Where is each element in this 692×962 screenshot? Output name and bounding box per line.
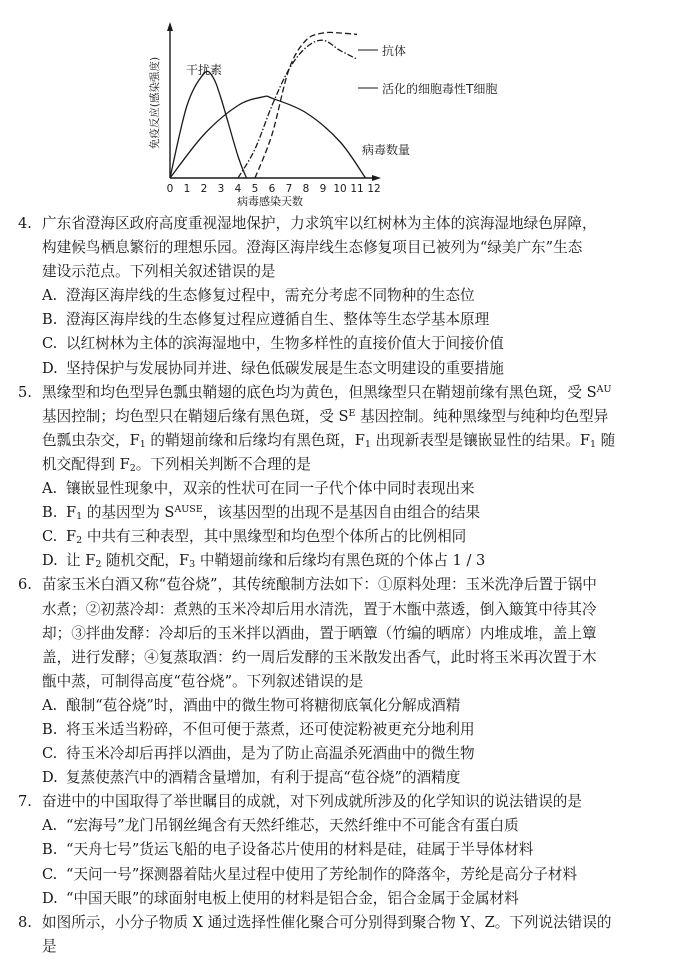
- series-antibody-line: [255, 32, 357, 178]
- option-text: 复蒸使蒸汽中的酒精含量增加，有利于提高“苞谷烧”的酒精度: [66, 769, 461, 787]
- question-text: 黑缘型和均色型异色瓢虫鞘翅的底色均为黄色，但黑缘型只在鞘翅前缘有黑色斑，受 S: [42, 383, 597, 401]
- question-text: 盖，进行发酵；④复蒸取酒：约一周后发酵的玉米散发出香气，此时将玉米再次置于木: [42, 648, 597, 666]
- option-letter: C.: [42, 335, 58, 353]
- question-number: 7.: [18, 793, 32, 811]
- question-text: 的鞘翅前缘和后缘均有黑色斑，F: [145, 431, 365, 449]
- option-text: “天舟七号”货运飞船的电子设备芯片使用的材料是硅，硅属于半导体材料: [66, 841, 534, 859]
- question-5-line-1: [18, 381, 678, 405]
- subscript: 2: [129, 462, 136, 474]
- option-letter: B.: [42, 311, 58, 329]
- option-letter: B.: [42, 841, 58, 859]
- x-tick-label: 5: [251, 183, 259, 195]
- option-text: “天问一号”探测器着陆火星过程中使用了芳纶制作的降落伞，芳纶是高分子材料: [66, 865, 578, 883]
- question-line: [18, 598, 678, 622]
- option-text: 镶嵌显性现象中，双亲的性状可在同一子代个体中同时表现出来: [66, 480, 475, 498]
- immune-response-chart: [140, 8, 560, 208]
- option-text: “宏海号”龙门吊钢丝绳含有天然纤维芯，天然纤维中不可能含有蛋白质: [66, 817, 519, 835]
- question-line: [18, 790, 678, 814]
- question-line: [18, 911, 678, 935]
- question-line: [18, 573, 678, 597]
- x-tick-label: 8: [302, 183, 310, 195]
- label-antibody: 抗体: [382, 44, 407, 58]
- question-8: [18, 911, 678, 959]
- superscript: E: [348, 407, 356, 419]
- question-line: [18, 212, 678, 236]
- label-tcell: 活化的细胞毒性T细胞: [382, 82, 498, 96]
- question-text: 基因控制；均色型只在鞘翅后缘有黑色斑，受 S: [42, 407, 349, 425]
- question-5-line-2: [18, 405, 678, 429]
- question-text: 基因控制。纯种黑缘型与纯种均色型异: [355, 407, 609, 425]
- series-virus-line: [170, 96, 366, 178]
- question-text: 奋进中的中国取得了举世瞩目的成就，对下列成就所涉及的化学知识的说法错误的是: [42, 793, 582, 811]
- option-d: [18, 549, 678, 573]
- x-tick-label: 3: [217, 183, 225, 195]
- question-text: 是: [42, 937, 57, 955]
- question-line: [18, 646, 678, 670]
- option-text: 中鞘翅前缘和后缘均有黑色斑的个体占 1 / 3: [195, 552, 486, 570]
- option: [18, 308, 678, 332]
- option-text: “中国天眼”的球面射电板上使用的材料是铝合金，铝合金属于金属材料: [66, 889, 519, 907]
- option-text: 随机交配，F: [101, 552, 190, 570]
- question-text: 出现新表型是镶嵌显性的结果。F: [370, 431, 590, 449]
- option: [18, 718, 678, 742]
- option-letter: C.: [42, 745, 58, 763]
- option-letter: C.: [42, 865, 58, 883]
- x-tick-label: 2: [200, 183, 208, 195]
- x-tick-label: 9: [319, 183, 327, 195]
- question-number: 6.: [18, 576, 32, 594]
- chart-curves: [170, 32, 366, 178]
- question-number: 5.: [18, 383, 32, 401]
- option: [18, 766, 678, 790]
- question-text: 如图所示，小分子物质 X 通过选择性催化聚合可分别得到聚合物 Y、Z。下列说法错误的: [42, 913, 612, 931]
- question-7: [18, 790, 678, 910]
- subscript: 1: [76, 511, 83, 523]
- option-text: 将玉米适当粉碎，不但可便于蒸煮，还可使淀粉被更充分地利用: [66, 720, 475, 738]
- question-line: [18, 260, 678, 284]
- option-a: [18, 477, 678, 501]
- option: [18, 814, 678, 838]
- y-axis-label: 免疫反应(感染强度): [149, 56, 161, 150]
- superscript: AU: [596, 383, 612, 395]
- label-interferon: 干扰素: [186, 63, 223, 77]
- option: [18, 284, 678, 308]
- question-line: [18, 236, 678, 260]
- x-tick-label: 7: [285, 183, 293, 195]
- option: [18, 332, 678, 356]
- question-text: 随: [596, 431, 616, 449]
- option: [18, 742, 678, 766]
- x-tick-label: 6: [268, 183, 276, 195]
- question-line: [18, 622, 678, 646]
- option-text: 待玉米冷却后再拌以酒曲，是为了防止高温杀死酒曲中的微生物: [66, 745, 475, 763]
- option-letter: A.: [42, 696, 58, 714]
- option-b: [18, 501, 678, 525]
- option-text: ，该基因型的出现不是基因自由组合的结果: [202, 504, 481, 522]
- subscript: 3: [189, 559, 196, 571]
- question-4: [18, 212, 678, 381]
- x-axis-arrow: [372, 175, 381, 181]
- x-tick-label: 11: [350, 183, 364, 195]
- question-line: [18, 670, 678, 694]
- option-letter: D.: [42, 552, 58, 570]
- question-number: 8.: [18, 913, 32, 931]
- option-letter: C.: [42, 528, 58, 546]
- option-text: 酿制“苞谷烧”时，酒曲中的微生物可将糖彻底氧化分解成酒精: [66, 696, 461, 714]
- subscript: 2: [95, 559, 102, 571]
- option-letter: B.: [42, 504, 58, 522]
- x-tick-label: 10: [333, 183, 347, 195]
- series-tcell-line: [238, 40, 357, 178]
- subscript: 2: [76, 535, 83, 547]
- question-number: 4.: [18, 215, 32, 232]
- x-tick-label: 4: [234, 183, 242, 195]
- option-letter: B.: [42, 720, 58, 738]
- option: [18, 887, 678, 911]
- subscript: 1: [364, 438, 371, 450]
- question-text: 构建候鸟栖息繁衍的理想乐园。澄海区海岸线生态修复项目已被列为“绿美广东”生态: [42, 239, 583, 257]
- option-text: F: [66, 528, 77, 546]
- superscript: AUSE: [174, 504, 203, 516]
- question-text: 却；③拌曲发酵：冷却后的玉米拌以酒曲，置于晒簟（竹编的晒席）内堆成堆，盖上簟: [42, 624, 597, 642]
- option-letter: A.: [42, 480, 58, 498]
- option: [18, 838, 678, 862]
- option-letter: A.: [42, 817, 58, 835]
- label-virus: 病毒数量: [362, 143, 411, 157]
- option: [18, 863, 678, 887]
- x-tick-label: 0: [166, 183, 174, 195]
- x-tick-label: 12: [367, 183, 381, 195]
- option-text: F: [66, 504, 77, 522]
- x-tick-label: 1: [183, 183, 191, 195]
- option-text: 以红树林为主体的滨海湿地中，生物多样性的直接价值大于间接价值: [66, 335, 504, 353]
- option-text: 中共有三种表型，其中黑缘型和均色型个体所占的比例相同: [82, 528, 467, 546]
- question-text: 。下列相关判断不合理的是: [135, 455, 311, 473]
- option-text: 坚持保护与发展协同并进、绿色低碳发展是生态文明建设的重要措施: [66, 359, 504, 377]
- question-6: [18, 573, 678, 790]
- option-letter: D.: [42, 359, 58, 377]
- option: [18, 357, 678, 381]
- question-text: 建设示范点。下列相关叙述错误的是: [42, 263, 276, 281]
- option-text: 澄海区海岸线的生态修复过程应遵循自生、整体等生态学基本原理: [66, 311, 490, 329]
- question-5: [18, 381, 678, 574]
- question-list: [18, 212, 678, 959]
- x-axis-label: 病毒感染天数: [237, 195, 303, 208]
- y-axis-arrow: [167, 22, 173, 31]
- x-tick-labels: [167, 183, 381, 195]
- question-line: [18, 935, 678, 959]
- option-text: 让 F: [66, 552, 96, 570]
- question-text: 广东省澄海区政府高度重视湿地保护，力求筑牢以红树林为主体的滨海湿地绿色屏障，: [42, 215, 597, 232]
- question-text: 甑中蒸，可制得高度“苞谷烧”。下列叙述错误的是: [42, 672, 364, 690]
- question-text: 水煮；②初蒸冷却：煮熟的玉米冷却后用水清洗，置于木甑中蒸透，倒入簸箕中待其冷: [42, 600, 597, 618]
- option-letter: D.: [42, 769, 58, 787]
- option-text: 的基因型为 S: [82, 504, 175, 522]
- option-text: 澄海区海岸线的生态修复过程中，需充分考虑不同物种的生态位: [66, 287, 475, 305]
- option-letter: A.: [42, 287, 58, 305]
- subscript: 1: [139, 438, 146, 450]
- question-text: 色瓢虫杂交，F: [42, 431, 140, 449]
- question-text: 机交配得到 F: [42, 455, 130, 473]
- option-letter: D.: [42, 889, 58, 907]
- option: [18, 694, 678, 718]
- subscript: 1: [589, 438, 597, 450]
- question-5-line-3: [18, 429, 678, 453]
- question-text: 苗家玉米白酒又称“苞谷烧”，其传统酿制方法如下：①原料处理：玉米洗净后置于锅中: [42, 576, 597, 594]
- option-c: [18, 525, 678, 549]
- question-5-line-4: [18, 453, 678, 477]
